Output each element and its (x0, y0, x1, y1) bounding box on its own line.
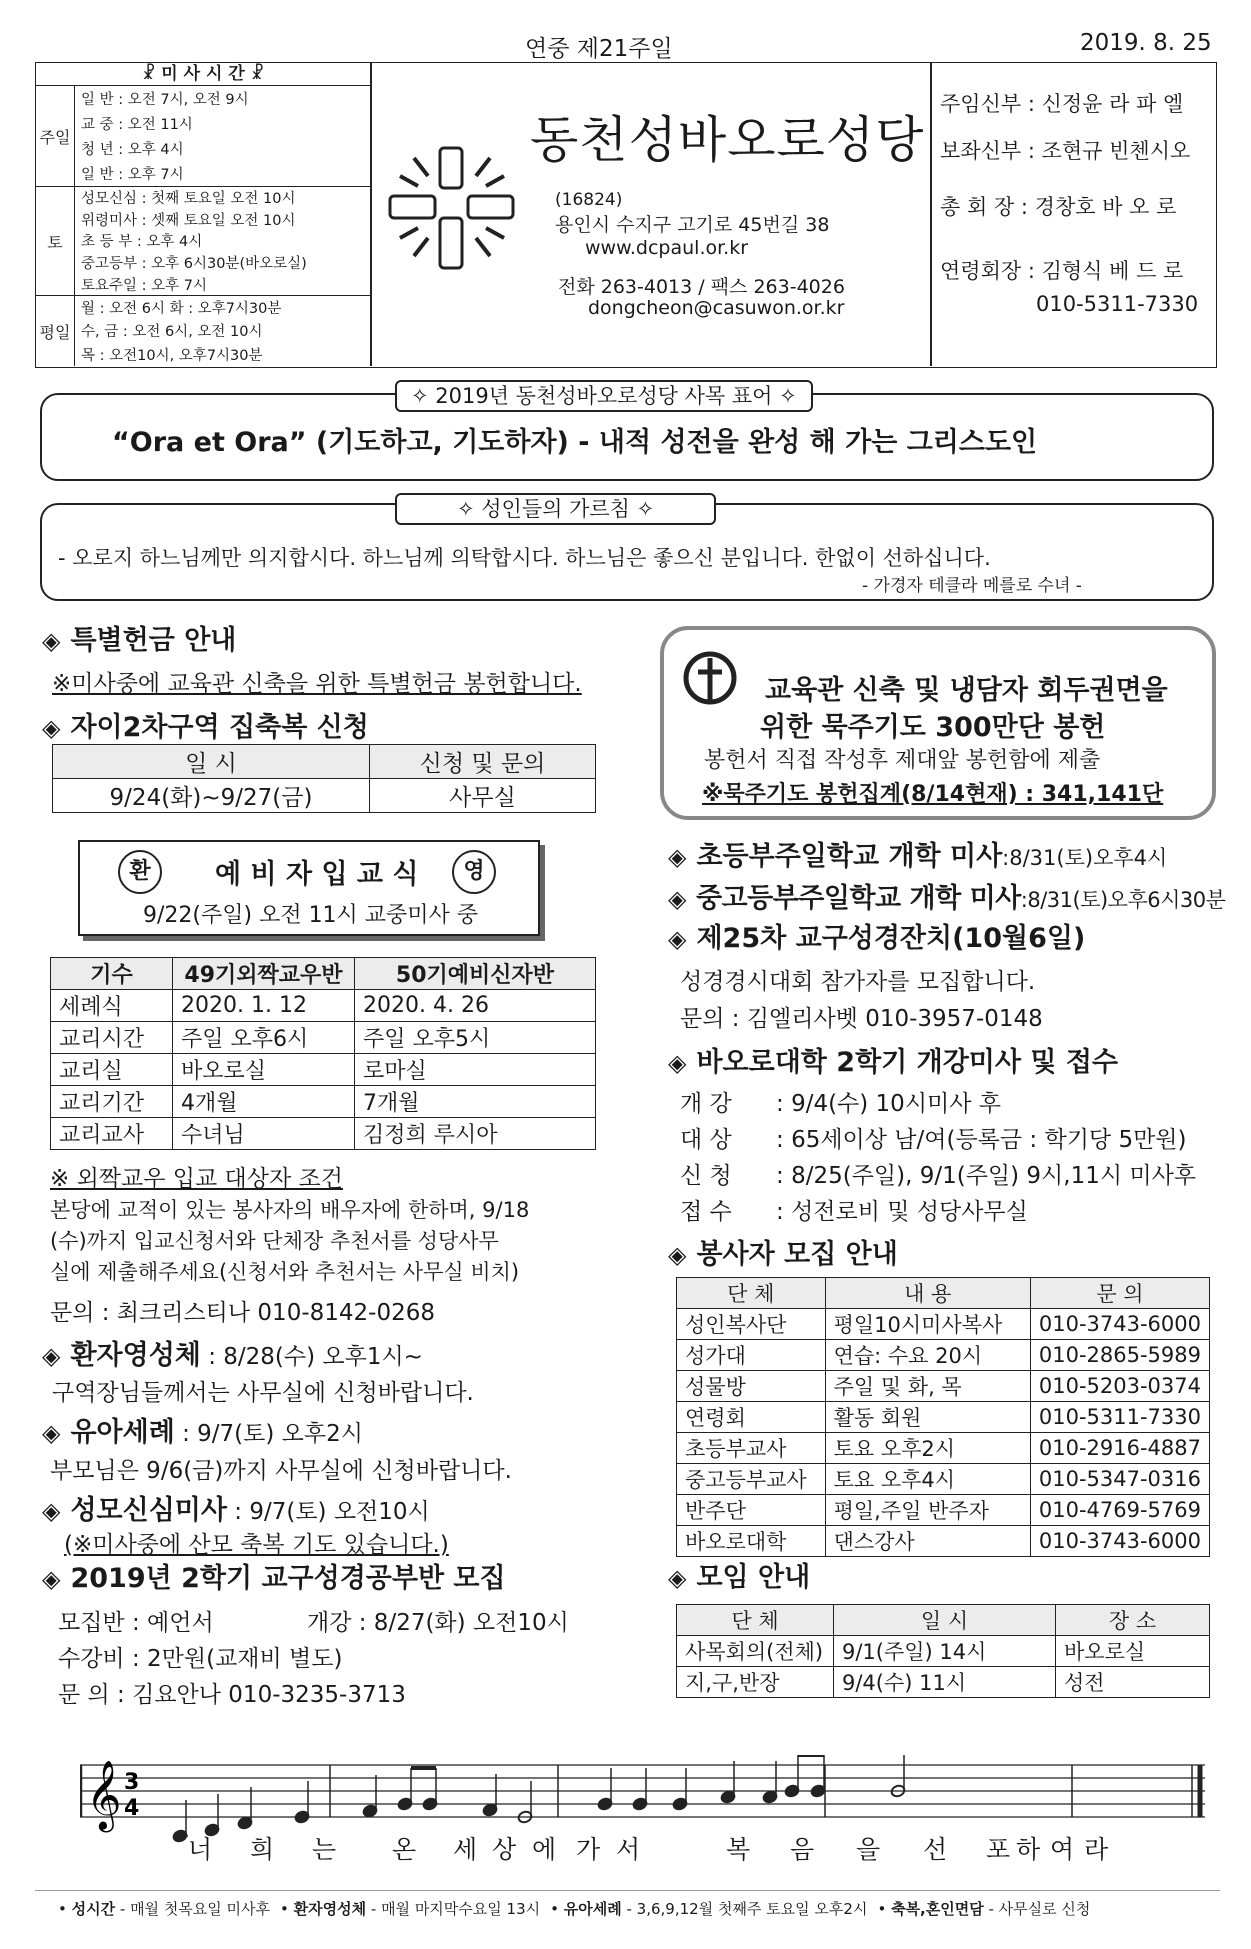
table-row (677, 1636, 1210, 1667)
table-cell: 주일 오후6시 (173, 1022, 355, 1054)
catechumen-title: 예 비 자 입 교 식 (215, 859, 419, 890)
table-row (677, 1340, 1210, 1371)
table-cell: 지,구,반장 (677, 1667, 834, 1698)
lyric-syllable: 너 (188, 1835, 213, 1864)
table-cell: 연령회 (677, 1402, 826, 1433)
lyric-syllable: 세 (453, 1835, 478, 1864)
table-row (677, 1433, 1210, 1464)
offering-text: ※미사중에 교육관 신축을 위한 특별헌금 봉헌합니다. (52, 671, 582, 697)
table-header: 단 체 (677, 1278, 826, 1309)
condition-contact: 문의 : 최크리스티나 010-8142-0268 (50, 1300, 435, 1326)
mass-group (36, 86, 370, 187)
table-cell: 초등부교사 (677, 1433, 826, 1464)
rosary-line-1: 교육관 신축 및 냉담자 회두권면을 (765, 675, 1168, 706)
table-cell: 성물방 (677, 1371, 826, 1402)
table-cell: 세례식 (51, 990, 173, 1022)
condition-line: (수)까지 입교신청서와 단체장 추천서를 성당사무 (50, 1229, 499, 1253)
classes-table (50, 957, 596, 1150)
table-cell: 바오로실 (1056, 1636, 1210, 1667)
table-row (51, 990, 596, 1022)
lyric-syllable: 선 (923, 1835, 948, 1864)
table-row (677, 1309, 1210, 1340)
volunteer-heading: ◈ 봉사자 모집 안내 (668, 1239, 898, 1270)
table-row (677, 1667, 1210, 1698)
lyric-syllable: 온 (392, 1835, 417, 1864)
table-cell: 9/24(화)~9/27(금) (53, 779, 370, 813)
table-cell: 토요 오후4시 (825, 1464, 1030, 1495)
mass-group-label: 평일 (36, 296, 75, 366)
table-cell: 성인복사단 (677, 1309, 826, 1340)
mass-group (36, 296, 370, 366)
bible-festival-heading: ◈ 제25차 교구성경잔치(10월6일) (668, 923, 1086, 954)
lyric-syllable: 서 (616, 1835, 641, 1864)
blessing-heading: ◈ 자이2차구역 집축복 신청 (42, 712, 369, 743)
infant-baptism-text: 부모님은 9/6(금)까지 사무실에 신청바랍니다. (50, 1458, 512, 1484)
table-row (51, 1054, 596, 1086)
table-cell: 주일 오후5시 (355, 1022, 596, 1054)
table-row (677, 1495, 1210, 1526)
table-header: 문 의 (1030, 1278, 1209, 1309)
bible-study-fee: 수강비 : 2만원(교재비 별도) (58, 1646, 343, 1672)
table-cell: 교리기간 (51, 1086, 173, 1118)
mass-time-row: 일 반 : 오전 7시, 오전 9시 (81, 92, 249, 108)
info-row: 신 청 : 8/25(주일), 9/1(주일) 9시,11시 미사후 (680, 1163, 1197, 1189)
table-cell: 7개월 (355, 1086, 596, 1118)
staff-row: 주임신부 : 신정윤 라 파 엘 (940, 92, 1184, 116)
table-cell: 9/1(주일) 14시 (834, 1636, 1056, 1667)
lyric-syllable: 라 (1084, 1835, 1109, 1864)
bible-study-heading: ◈ 2019년 2학기 교구성경공부반 모집 (42, 1563, 506, 1594)
church-postal: (16824) (555, 190, 623, 210)
rosary-line-3: 봉헌서 직접 작성후 제대앞 봉헌함에 제출 (704, 748, 1101, 773)
marian-mass-text: (※미사중에 산모 축복 기도 있습니다.) (64, 1532, 449, 1558)
footer-item: • 유아세례 - 3,6,9,12월 첫째주 토요일 오후2시 (550, 1900, 868, 1918)
time-signature: 4 (124, 1796, 140, 1821)
church-address: 용인시 수지구 고기로 45번길 38 (555, 214, 830, 236)
meeting-table (676, 1604, 1210, 1698)
mass-time-row: 청 년 : 오후 4시 (81, 142, 184, 158)
blessing-table (52, 744, 596, 813)
table-cell: 수녀님 (173, 1118, 355, 1150)
table-cell: 주일 및 화, 목 (825, 1371, 1030, 1402)
week-label: 연중 제21주일 (525, 36, 673, 62)
staff-phone: 010-5311-7330 (1036, 292, 1199, 316)
motto-text: “Ora et Ora” (기도하고, 기도하자) - 내적 성전을 완성 해 가는 그리스도인 (112, 427, 1038, 458)
infant-baptism-heading: ◈ 유아세례 : 9/7(토) 오후2시 (42, 1417, 363, 1448)
table-cell: 교리교사 (51, 1118, 173, 1150)
rosary-line-2: 위한 묵주기도 300만단 봉헌 (760, 712, 1106, 743)
table-cell: 010-5203-0374 (1030, 1371, 1209, 1402)
table-header: 내 용 (825, 1278, 1030, 1309)
table-cell: 중고등부교사 (677, 1464, 826, 1495)
church-website: www.dcpaul.or.kr (585, 237, 749, 259)
table-cell: 토요 오후2시 (825, 1433, 1030, 1464)
treble-clef-icon: 𝄞 (86, 1760, 122, 1830)
meeting-heading: ◈ 모임 안내 (668, 1562, 811, 1593)
mass-times-title: ☧ 미 사 시 간 ☧ (36, 63, 370, 86)
table-row (677, 1371, 1210, 1402)
saints-author: - 가경자 테클라 메를로 수녀 - (862, 576, 1082, 596)
mass-group-label: 토 (36, 187, 75, 295)
lyric-syllable: 상 (492, 1835, 517, 1864)
table-cell: 성가대 (677, 1340, 826, 1371)
lyric-syllable: 여 (1050, 1835, 1075, 1864)
date-label: 2019. 8. 25 (1080, 30, 1212, 56)
paul-university-info (680, 1086, 1220, 1230)
footer-item: • 축복,혼인면담 - 사무실로 신청 (877, 1900, 1091, 1918)
lyric-syllable: 을 (856, 1835, 881, 1864)
footer-item: • 환자영성체 - 매월 마지막수요일 13시 (280, 1900, 541, 1918)
catechumen-badge-left: 환 (118, 850, 162, 894)
time-signature: 3 (124, 1770, 140, 1795)
table-row (51, 1118, 596, 1150)
lyric-syllable: 포 (986, 1835, 1011, 1864)
mass-time-row: 위령미사 : 셋째 토요일 오전 10시 (81, 212, 296, 229)
mass-time-row: 수, 금 : 오전 6시, 오전 10시 (81, 324, 263, 341)
church-name: 동천성바오로성당 (530, 111, 925, 169)
staff-row: 총 회 장 : 경창호 바 오 로 (940, 195, 1177, 219)
table-cell: 바오로대학 (677, 1526, 826, 1557)
paul-university-heading: ◈ 바오로대학 2학기 개강미사 및 접수 (668, 1047, 1119, 1078)
cross-circle-icon (680, 648, 740, 708)
church-email: dongcheon@casuwon.or.kr (588, 297, 845, 319)
table-row (51, 1086, 596, 1118)
table-header: 단 체 (677, 1605, 834, 1636)
info-row: 접 수 : 성전로비 및 성당사무실 (680, 1199, 1028, 1225)
table-cell: 010-3743-6000 (1030, 1526, 1209, 1557)
table-cell: 010-2865-5989 (1030, 1340, 1209, 1371)
table-header: 49기외짝교우반 (173, 958, 355, 990)
condition-line: 본당에 교적이 있는 봉사자의 배우자에 한하며, 9/18 (50, 1198, 530, 1222)
condition-line: 실에 제출해주세요(신청서와 추천서는 사무실 비치) (50, 1260, 520, 1284)
info-row: 대 상 : 65세이상 남/여(등록금 : 학기당 5만원) (680, 1127, 1187, 1153)
motto-title: ✧ 2019년 동천성바오로성당 사목 표어 ✧ (395, 380, 813, 412)
table-cell: 010-2916-4887 (1030, 1433, 1209, 1464)
mass-group-label: 주일 (36, 86, 75, 186)
mass-time-row: 목 : 오전10시, 오후7시30분 (81, 347, 263, 364)
marian-mass-heading: ◈ 성모신심미사 : 9/7(토) 오전10시 (42, 1495, 430, 1526)
table-cell: 9/4(수) 11시 (834, 1667, 1056, 1698)
condition-title: ※ 외짝교우 입교 대상자 조건 (50, 1166, 343, 1192)
bible-festival-line-1: 성경경시대회 참가자를 모집합니다. (680, 969, 1036, 995)
mass-time-row: 중고등부 : 오후 6시30분(바오로실) (81, 256, 307, 273)
mass-time-row: 토요주일 : 오후 7시 (81, 277, 207, 294)
staff-row: 연령회장 : 김형식 베 드 로 (940, 259, 1184, 283)
table-header: 장 소 (1056, 1605, 1210, 1636)
table-header: 일 시 (53, 745, 370, 779)
table-header: 일 시 (834, 1605, 1056, 1636)
table-cell: 반주단 (677, 1495, 826, 1526)
table-cell: 010-4769-5769 (1030, 1495, 1209, 1526)
rosary-line-4: ※묵주기도 봉헌집계(8/14현재) : 341,141단 (702, 782, 1164, 807)
footer-item: • 성시간 - 매월 첫목요일 미사후 (58, 1900, 271, 1918)
saints-text: - 오로지 하느님께만 의지합시다. 하느님께 의탁합시다. 하느님은 좋으신 분입니다. 한없이 선하십니다. (58, 546, 991, 570)
mass-time-row: 성모신심 : 첫째 토요일 오전 10시 (81, 191, 296, 208)
lyric-syllable: 하 (1016, 1835, 1041, 1864)
footer-info (58, 1898, 1100, 1919)
table-header: 기수 (51, 958, 173, 990)
sick-communion-heading: ◈ 환자영성체 : 8/28(수) 오후1시~ (42, 1340, 423, 1371)
table-cell: 사무실 (370, 779, 596, 813)
church-logo-icon (370, 118, 535, 298)
mass-time-row: 초 등 부 : 오후 4시 (81, 234, 203, 251)
table-row (677, 1464, 1210, 1495)
bible-study-start: 개강 : 8/27(화) 오전10시 (307, 1610, 569, 1636)
lyric-syllable: 는 (312, 1835, 337, 1864)
table-cell: 바오로실 (173, 1054, 355, 1086)
table-cell: 4개월 (173, 1086, 355, 1118)
table-cell: 활동 회원 (825, 1402, 1030, 1433)
mass-group (36, 187, 370, 296)
saints-title: ✧ 성인들의 가르침 ✧ (395, 493, 716, 525)
table-row (677, 1402, 1210, 1433)
table-header: 50기예비신자반 (355, 958, 596, 990)
mass-time-row: 일 반 : 오후 7시 (81, 167, 184, 183)
bible-festival-line-2: 문의 : 김엘리사벳 010-3957-0148 (680, 1006, 1043, 1032)
table-cell: 로마실 (355, 1054, 596, 1086)
elementary-mass-heading: ◈ 초등부주일학교 개학 미사:8/31(토)오후4시 (668, 841, 1168, 872)
sick-communion-text: 구역장님들께서는 사무실에 신청바랍니다. (52, 1380, 474, 1406)
youth-mass-heading: ◈ 중고등부주일학교 개학 미사:8/31(토)오후6시30분 (668, 883, 1226, 914)
table-cell: 2020. 1. 12 (173, 990, 355, 1022)
table-cell: 사목회의(전체) (677, 1636, 834, 1667)
table-cell: 010-3743-6000 (1030, 1309, 1209, 1340)
lyric-syllable: 에 (532, 1835, 557, 1864)
bible-study-class: 모집반 : 예언서 (58, 1610, 214, 1636)
table-cell: 성전 (1056, 1667, 1210, 1698)
catechumen-text: 9/22(주일) 오전 11시 교중미사 중 (143, 903, 479, 928)
table-cell: 교리시간 (51, 1022, 173, 1054)
table-row (51, 1022, 596, 1054)
table-cell: 댄스강사 (825, 1526, 1030, 1557)
catechumen-badge-right: 영 (452, 850, 496, 894)
mass-time-row: 교 중 : 오전 11시 (81, 117, 193, 133)
mass-times-panel (36, 63, 370, 365)
mass-time-row: 월 : 오전 6시 화 : 오후7시30분 (81, 301, 282, 318)
staff-row: 보좌신부 : 조현규 빈첸시오 (940, 139, 1191, 163)
info-row: 개 강 : 9/4(수) 10시미사 후 (680, 1091, 1002, 1117)
song-lyrics (0, 1830, 1251, 1870)
lyric-syllable: 가 (576, 1835, 601, 1864)
volunteer-table (676, 1277, 1210, 1557)
lyric-syllable: 음 (790, 1835, 815, 1864)
church-phone: 전화 263-4013 / 팩스 263-4026 (558, 276, 845, 298)
table-cell: 2020. 4. 26 (355, 990, 596, 1022)
table-cell: 평일,주일 반주자 (825, 1495, 1030, 1526)
table-header: 신청 및 문의 (370, 745, 596, 779)
table-cell: 교리실 (51, 1054, 173, 1086)
table-row (677, 1526, 1210, 1557)
lyric-syllable: 희 (250, 1835, 275, 1864)
table-cell: 김정희 루시아 (355, 1118, 596, 1150)
table-cell: 010-5311-7330 (1030, 1402, 1209, 1433)
bible-study-contact: 문 의 : 김요안나 010-3235-3713 (58, 1682, 406, 1708)
condition-text (50, 1195, 610, 1288)
table-cell: 연습: 수요 20시 (825, 1340, 1030, 1371)
lyric-syllable: 복 (726, 1835, 751, 1864)
offering-heading: ◈ 특별헌금 안내 (42, 625, 237, 656)
table-cell: 평일10시미사복사 (825, 1309, 1030, 1340)
table-cell: 010-5347-0316 (1030, 1464, 1209, 1495)
